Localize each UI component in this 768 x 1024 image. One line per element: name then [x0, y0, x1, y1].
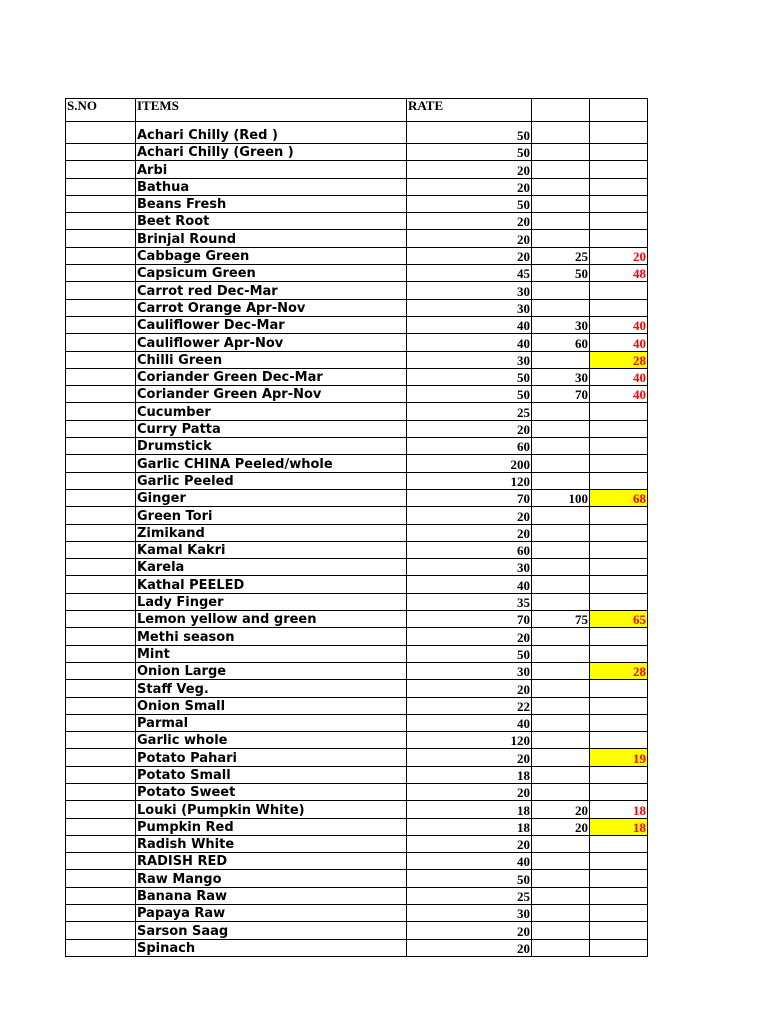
- table-row: [66, 472, 648, 489]
- cell-col5[interactable]: 65: [590, 611, 648, 628]
- header-col4[interactable]: [532, 99, 590, 122]
- cell-rate[interactable]: 20: [407, 749, 532, 766]
- cell-col5[interactable]: [590, 576, 648, 593]
- cell-col4[interactable]: [532, 161, 590, 178]
- cell-sno[interactable]: [66, 887, 136, 904]
- cell-col5[interactable]: 48: [590, 265, 648, 282]
- cell-rate[interactable]: 70: [407, 489, 532, 506]
- cell-rate[interactable]: 60: [407, 438, 532, 455]
- cell-col4[interactable]: 60: [532, 334, 590, 351]
- cell-col4[interactable]: 100: [532, 489, 590, 506]
- cell-col4[interactable]: [532, 905, 590, 922]
- cell-rate[interactable]: 60: [407, 541, 532, 558]
- cell-sno[interactable]: [66, 351, 136, 368]
- cell-item[interactable]: Onion Large: [136, 662, 407, 679]
- cell-col5[interactable]: 20: [590, 247, 648, 264]
- cell-sno[interactable]: [66, 835, 136, 852]
- table-row: [66, 213, 648, 230]
- cell-item[interactable]: RADISH RED: [136, 853, 407, 870]
- cell-col5[interactable]: [590, 714, 648, 731]
- cell-rate[interactable]: 25: [407, 403, 532, 420]
- cell-item[interactable]: Ginger: [136, 489, 407, 506]
- cell-rate[interactable]: 200: [407, 455, 532, 472]
- cell-col5[interactable]: [590, 455, 648, 472]
- cell-col4[interactable]: [532, 178, 590, 195]
- cell-col5[interactable]: [590, 853, 648, 870]
- cell-sno[interactable]: [66, 853, 136, 870]
- cell-rate[interactable]: 25: [407, 887, 532, 904]
- cell-sno[interactable]: [66, 122, 136, 144]
- cell-sno[interactable]: [66, 922, 136, 939]
- cell-col5[interactable]: [590, 593, 648, 610]
- cell-rate[interactable]: 20: [407, 680, 532, 697]
- cell-item[interactable]: Drumstick: [136, 438, 407, 455]
- table-row: [66, 922, 648, 939]
- cell-item[interactable]: Banana Raw: [136, 887, 407, 904]
- cell-col4[interactable]: [532, 524, 590, 541]
- cell-col5[interactable]: 40: [590, 368, 648, 385]
- cell-col5[interactable]: [590, 835, 648, 852]
- cell-rate[interactable]: 40: [407, 853, 532, 870]
- cell-rate[interactable]: 50: [407, 386, 532, 403]
- table-row: [66, 368, 648, 385]
- cell-col4[interactable]: [532, 680, 590, 697]
- table-row: [66, 576, 648, 593]
- cell-col5[interactable]: [590, 282, 648, 299]
- table-row: [66, 316, 648, 333]
- cell-col4[interactable]: 25: [532, 247, 590, 264]
- table-row: [66, 662, 648, 679]
- table-row: [66, 645, 648, 662]
- cell-sno[interactable]: [66, 645, 136, 662]
- cell-col5[interactable]: [590, 541, 648, 558]
- cell-sno[interactable]: [66, 299, 136, 316]
- cell-col4[interactable]: [532, 939, 590, 956]
- cell-col4[interactable]: [532, 230, 590, 247]
- cell-sno[interactable]: [66, 195, 136, 212]
- cell-sno[interactable]: [66, 559, 136, 576]
- cell-col4[interactable]: [532, 403, 590, 420]
- cell-col4[interactable]: [532, 662, 590, 679]
- cell-sno[interactable]: [66, 230, 136, 247]
- table-row: [66, 783, 648, 800]
- cell-sno[interactable]: [66, 420, 136, 437]
- table-row: [66, 801, 648, 818]
- cell-sno[interactable]: [66, 749, 136, 766]
- cell-col4[interactable]: [532, 351, 590, 368]
- cell-col4[interactable]: [532, 282, 590, 299]
- cell-rate[interactable]: 120: [407, 732, 532, 749]
- table-row: [66, 122, 648, 144]
- cell-item[interactable]: Lemon yellow and green: [136, 611, 407, 628]
- cell-sno[interactable]: [66, 766, 136, 783]
- cell-item[interactable]: Sarson Saag: [136, 922, 407, 939]
- cell-sno[interactable]: [66, 247, 136, 264]
- cell-item[interactable]: Curry Patta: [136, 420, 407, 437]
- cell-item[interactable]: Garlic whole: [136, 732, 407, 749]
- table-row: [66, 541, 648, 558]
- cell-col4[interactable]: [532, 870, 590, 887]
- cell-col4[interactable]: [532, 593, 590, 610]
- cell-rate[interactable]: 18: [407, 801, 532, 818]
- cell-rate[interactable]: 20: [407, 178, 532, 195]
- table-row: [66, 420, 648, 437]
- cell-sno[interactable]: [66, 541, 136, 558]
- cell-col5[interactable]: 40: [590, 386, 648, 403]
- cell-col4[interactable]: [532, 628, 590, 645]
- table-row: [66, 628, 648, 645]
- cell-sno[interactable]: [66, 905, 136, 922]
- table-row: [66, 455, 648, 472]
- cell-item[interactable]: Brinjal Round: [136, 230, 407, 247]
- cell-item[interactable]: Potato Small: [136, 766, 407, 783]
- cell-col5[interactable]: [590, 438, 648, 455]
- cell-sno[interactable]: [66, 870, 136, 887]
- cell-col4[interactable]: [532, 853, 590, 870]
- cell-item[interactable]: Green Tori: [136, 507, 407, 524]
- cell-sno[interactable]: [66, 455, 136, 472]
- cell-col5[interactable]: [590, 524, 648, 541]
- cell-col5[interactable]: [590, 161, 648, 178]
- cell-col5[interactable]: [590, 230, 648, 247]
- cell-col5[interactable]: [590, 870, 648, 887]
- table-row: [66, 611, 648, 628]
- cell-col4[interactable]: [532, 697, 590, 714]
- cell-item[interactable]: Coriander Green Apr-Nov: [136, 386, 407, 403]
- cell-sno[interactable]: [66, 334, 136, 351]
- cell-rate[interactable]: 20: [407, 628, 532, 645]
- table-row: [66, 230, 648, 247]
- cell-sno[interactable]: [66, 524, 136, 541]
- table-row: [66, 524, 648, 541]
- cell-item[interactable]: Kamal Kakri: [136, 541, 407, 558]
- cell-sno[interactable]: [66, 714, 136, 731]
- table-row: [66, 818, 648, 835]
- cell-sno[interactable]: [66, 282, 136, 299]
- cell-col5[interactable]: [590, 783, 648, 800]
- cell-col5[interactable]: [590, 195, 648, 212]
- header-row: [66, 99, 648, 122]
- cell-col5[interactable]: [590, 507, 648, 524]
- cell-col5[interactable]: [590, 628, 648, 645]
- cell-col5[interactable]: [590, 144, 648, 161]
- table-row: [66, 697, 648, 714]
- cell-item[interactable]: Carrot Orange Apr-Nov: [136, 299, 407, 316]
- cell-rate[interactable]: 30: [407, 905, 532, 922]
- table-row: [66, 386, 648, 403]
- cell-item[interactable]: Mint: [136, 645, 407, 662]
- cell-item[interactable]: Louki (Pumpkin White): [136, 801, 407, 818]
- cell-item[interactable]: Raw Mango: [136, 870, 407, 887]
- table-row: [66, 178, 648, 195]
- table-row: [66, 403, 648, 420]
- cell-col4[interactable]: [532, 714, 590, 731]
- cell-rate[interactable]: 50: [407, 144, 532, 161]
- cell-sno[interactable]: [66, 611, 136, 628]
- cell-item[interactable]: Garlic Peeled: [136, 472, 407, 489]
- cell-rate[interactable]: 50: [407, 870, 532, 887]
- cell-item[interactable]: Methi season: [136, 628, 407, 645]
- table-row: [66, 334, 648, 351]
- cell-sno[interactable]: [66, 662, 136, 679]
- table-row: [66, 438, 648, 455]
- cell-sno[interactable]: [66, 783, 136, 800]
- table-row: [66, 593, 648, 610]
- cell-rate[interactable]: 40: [407, 576, 532, 593]
- cell-rate[interactable]: 50: [407, 195, 532, 212]
- cell-col4[interactable]: [532, 541, 590, 558]
- cell-item[interactable]: Karela: [136, 559, 407, 576]
- cell-item[interactable]: Bathua: [136, 178, 407, 195]
- cell-col4[interactable]: [532, 122, 590, 144]
- cell-col4[interactable]: [532, 559, 590, 576]
- cell-rate[interactable]: 50: [407, 645, 532, 662]
- cell-col4[interactable]: [532, 195, 590, 212]
- cell-item[interactable]: Onion Small: [136, 697, 407, 714]
- cell-col5[interactable]: 28: [590, 662, 648, 679]
- cell-rate[interactable]: 20: [407, 420, 532, 437]
- cell-rate[interactable]: 70: [407, 611, 532, 628]
- cell-col5[interactable]: 28: [590, 351, 648, 368]
- cell-col5[interactable]: [590, 213, 648, 230]
- cell-rate[interactable]: 20: [407, 835, 532, 852]
- cell-item[interactable]: Cauliflower Dec-Mar: [136, 316, 407, 333]
- cell-item[interactable]: Cauliflower Apr-Nov: [136, 334, 407, 351]
- cell-col5[interactable]: [590, 922, 648, 939]
- cell-col5[interactable]: 19: [590, 749, 648, 766]
- cell-col5[interactable]: [590, 680, 648, 697]
- cell-item[interactable]: Parmal: [136, 714, 407, 731]
- cell-sno[interactable]: [66, 576, 136, 593]
- cell-item[interactable]: Garlic CHINA Peeled/whole: [136, 455, 407, 472]
- cell-sno[interactable]: [66, 144, 136, 161]
- table-row: [66, 559, 648, 576]
- cell-sno[interactable]: [66, 489, 136, 506]
- cell-col5[interactable]: [590, 645, 648, 662]
- cell-col4[interactable]: [532, 922, 590, 939]
- cell-rate[interactable]: 120: [407, 472, 532, 489]
- cell-rate[interactable]: 50: [407, 368, 532, 385]
- cell-col4[interactable]: [532, 472, 590, 489]
- cell-col5[interactable]: 40: [590, 316, 648, 333]
- cell-rate[interactable]: 30: [407, 662, 532, 679]
- cell-sno[interactable]: [66, 178, 136, 195]
- table-row: [66, 265, 648, 282]
- header-col5[interactable]: [590, 99, 648, 122]
- cell-sno[interactable]: [66, 507, 136, 524]
- header-rate[interactable]: RATE: [407, 99, 532, 122]
- cell-rate[interactable]: 20: [407, 939, 532, 956]
- cell-rate[interactable]: 20: [407, 507, 532, 524]
- cell-item[interactable]: Chilli Green: [136, 351, 407, 368]
- table-row: [66, 870, 648, 887]
- cell-rate[interactable]: 20: [407, 783, 532, 800]
- cell-sno[interactable]: [66, 593, 136, 610]
- cell-sno[interactable]: [66, 316, 136, 333]
- cell-col5[interactable]: 68: [590, 489, 648, 506]
- table-row: [66, 299, 648, 316]
- cell-item[interactable]: Potato Pahari: [136, 749, 407, 766]
- cell-col5[interactable]: [590, 766, 648, 783]
- cell-sno[interactable]: [66, 213, 136, 230]
- cell-col5[interactable]: [590, 939, 648, 956]
- cell-item[interactable]: Carrot red Dec-Mar: [136, 282, 407, 299]
- cell-item[interactable]: Cabbage Green: [136, 247, 407, 264]
- cell-col4[interactable]: [532, 783, 590, 800]
- cell-sno[interactable]: [66, 472, 136, 489]
- cell-col5[interactable]: [590, 178, 648, 195]
- table-row: [66, 144, 648, 161]
- table-row: [66, 489, 648, 506]
- cell-rate[interactable]: 40: [407, 316, 532, 333]
- cell-col5[interactable]: 40: [590, 334, 648, 351]
- cell-sno[interactable]: [66, 628, 136, 645]
- cell-col4[interactable]: [532, 732, 590, 749]
- cell-item[interactable]: Staff Veg.: [136, 680, 407, 697]
- cell-rate[interactable]: 20: [407, 161, 532, 178]
- cell-rate[interactable]: 30: [407, 299, 532, 316]
- cell-col4[interactable]: [532, 835, 590, 852]
- cell-item[interactable]: Zimikand: [136, 524, 407, 541]
- cell-rate[interactable]: 30: [407, 351, 532, 368]
- cell-col4[interactable]: [532, 420, 590, 437]
- cell-rate[interactable]: 30: [407, 559, 532, 576]
- cell-sno[interactable]: [66, 732, 136, 749]
- cell-sno[interactable]: [66, 680, 136, 697]
- cell-col4[interactable]: [532, 455, 590, 472]
- table-row: [66, 161, 648, 178]
- cell-item[interactable]: Kathal PEELED: [136, 576, 407, 593]
- table-row: [66, 939, 648, 956]
- cell-item[interactable]: Achari Chilly (Green ): [136, 144, 407, 161]
- cell-item[interactable]: Beans Fresh: [136, 195, 407, 212]
- table-row: [66, 887, 648, 904]
- cell-item[interactable]: Papaya Raw: [136, 905, 407, 922]
- cell-col4[interactable]: 75: [532, 611, 590, 628]
- cell-item[interactable]: Arbi: [136, 161, 407, 178]
- cell-rate[interactable]: 18: [407, 818, 532, 835]
- cell-col4[interactable]: [532, 576, 590, 593]
- cell-col5[interactable]: [590, 559, 648, 576]
- cell-col4[interactable]: [532, 507, 590, 524]
- cell-sno[interactable]: [66, 403, 136, 420]
- cell-sno[interactable]: [66, 697, 136, 714]
- cell-col4[interactable]: [532, 749, 590, 766]
- cell-sno[interactable]: [66, 818, 136, 835]
- cell-sno[interactable]: [66, 939, 136, 956]
- cell-col5[interactable]: [590, 299, 648, 316]
- cell-rate[interactable]: 35: [407, 593, 532, 610]
- cell-rate[interactable]: 30: [407, 282, 532, 299]
- cell-item[interactable]: Capsicum Green: [136, 265, 407, 282]
- cell-col4[interactable]: [532, 645, 590, 662]
- cell-col5[interactable]: 18: [590, 818, 648, 835]
- cell-sno[interactable]: [66, 161, 136, 178]
- cell-col4[interactable]: [532, 299, 590, 316]
- rate-table: [65, 98, 648, 957]
- cell-col4[interactable]: 50: [532, 265, 590, 282]
- cell-rate[interactable]: 20: [407, 230, 532, 247]
- cell-rate[interactable]: 20: [407, 213, 532, 230]
- cell-sno[interactable]: [66, 801, 136, 818]
- cell-rate[interactable]: 20: [407, 247, 532, 264]
- cell-col4[interactable]: 70: [532, 386, 590, 403]
- cell-col5[interactable]: [590, 122, 648, 144]
- cell-col4[interactable]: 20: [532, 801, 590, 818]
- cell-rate[interactable]: 18: [407, 766, 532, 783]
- cell-sno[interactable]: [66, 265, 136, 282]
- table-body: [66, 122, 648, 957]
- cell-col4[interactable]: 30: [532, 368, 590, 385]
- cell-col4[interactable]: [532, 887, 590, 904]
- header-items[interactable]: ITEMS: [136, 99, 407, 122]
- cell-sno[interactable]: [66, 386, 136, 403]
- cell-col4[interactable]: 20: [532, 818, 590, 835]
- cell-col4[interactable]: [532, 144, 590, 161]
- cell-item[interactable]: Cucumber: [136, 403, 407, 420]
- cell-item[interactable]: Lady Finger: [136, 593, 407, 610]
- table-row: [66, 714, 648, 731]
- table-row: [66, 351, 648, 368]
- cell-item[interactable]: Potato Sweet: [136, 783, 407, 800]
- table-row: [66, 732, 648, 749]
- table-row: [66, 905, 648, 922]
- cell-col4[interactable]: [532, 438, 590, 455]
- cell-col4[interactable]: 30: [532, 316, 590, 333]
- cell-rate[interactable]: 22: [407, 697, 532, 714]
- cell-sno[interactable]: [66, 368, 136, 385]
- cell-item[interactable]: Achari Chilly (Red ): [136, 122, 407, 144]
- cell-rate[interactable]: 40: [407, 334, 532, 351]
- cell-col5[interactable]: [590, 420, 648, 437]
- cell-rate[interactable]: 40: [407, 714, 532, 731]
- table-row: [66, 766, 648, 783]
- cell-rate[interactable]: 20: [407, 524, 532, 541]
- cell-col5[interactable]: [590, 697, 648, 714]
- cell-col5[interactable]: [590, 887, 648, 904]
- header-sno[interactable]: S.NO: [66, 99, 136, 122]
- cell-rate[interactable]: 20: [407, 922, 532, 939]
- cell-rate[interactable]: 50: [407, 122, 532, 144]
- cell-col4[interactable]: [532, 213, 590, 230]
- table-row: [66, 247, 648, 264]
- cell-col5[interactable]: [590, 905, 648, 922]
- table-row: [66, 749, 648, 766]
- table-row: [66, 195, 648, 212]
- cell-col4[interactable]: [532, 766, 590, 783]
- table-row: [66, 282, 648, 299]
- cell-item[interactable]: Pumpkin Red: [136, 818, 407, 835]
- cell-col5[interactable]: [590, 472, 648, 489]
- table-row: [66, 853, 648, 870]
- table-row: [66, 835, 648, 852]
- cell-item[interactable]: Radish White: [136, 835, 407, 852]
- table-row: [66, 507, 648, 524]
- cell-rate[interactable]: 45: [407, 265, 532, 282]
- cell-item[interactable]: Spinach: [136, 939, 407, 956]
- rate-sheet: [65, 98, 647, 957]
- cell-item[interactable]: Beet Root: [136, 213, 407, 230]
- cell-item[interactable]: Coriander Green Dec-Mar: [136, 368, 407, 385]
- cell-col5[interactable]: [590, 732, 648, 749]
- cell-col5[interactable]: 18: [590, 801, 648, 818]
- table-row: [66, 680, 648, 697]
- cell-sno[interactable]: [66, 438, 136, 455]
- cell-col5[interactable]: [590, 403, 648, 420]
